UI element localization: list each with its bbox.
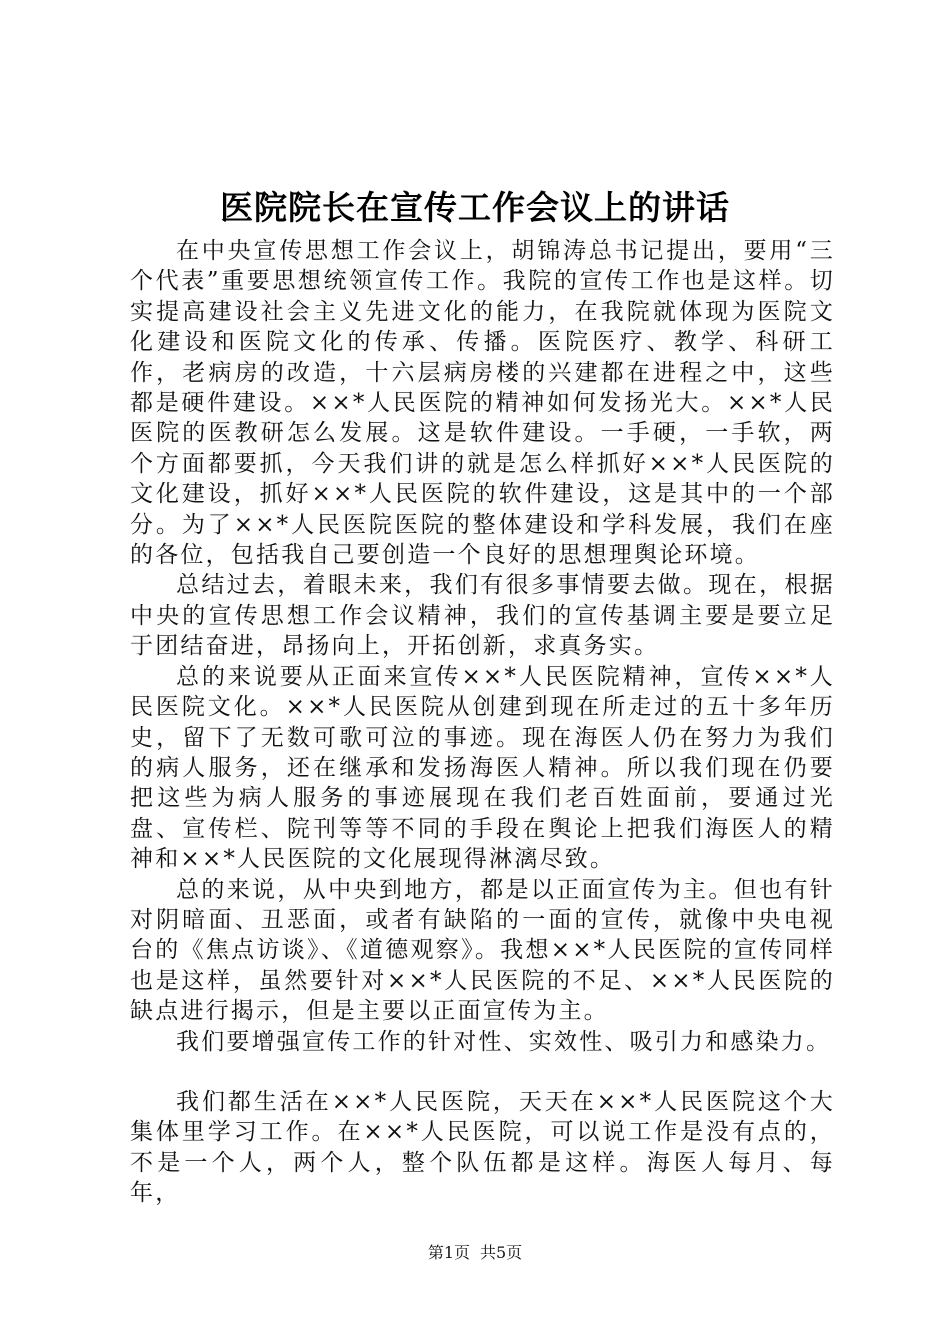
- document-body: [130, 236, 835, 1209]
- paragraph: 我们要增强宣传工作的针对性、实效性、吸引力和感染力。: [176, 1028, 832, 1055]
- paragraph: 总的来说要从正面来宣传××*人民医院精神，宣传××*人民医院文化。××*人民医院从创建到现在所走过的五十多年历史，留下了无数可歌可泣的事迹。现在海医人仍在努力为我们的病人服务，还在继承和发扬海医人精神。所以我们现在仍要把这些为病人服务的事迹展现在我们老百姓面前，要通过光盘、宣传栏、院刊等等不同的手段在舆论上把我们海医人的精神和××*人民医院的文化展现得淋漓尽致。: [130, 663, 835, 873]
- document-title: 医院院长在宣传工作会议上的讲话: [220, 188, 730, 227]
- paragraph: 在中央宣传思想工作会议上，胡锦涛总书记提出，要用“三个代表”重要思想统领宣传工作。我院的宣传工作也是这样。切实提高建设社会主义先进文化的能力，在我院就体现为医院文化建设和医院文化的传承、传播。医院医疗、教学、科研工作，老病房的改造，十六层病房楼的兴建都在进程之中，这些都是硬件建设。××*人民医院的精神如何发扬光大。××*人民医院的医教研怎么发展。这是软件建设。一手硬，一手软，两个方面都要抓，今天我们讲的就是怎么样抓好××*人民医院的文化建设，抓好××*人民医院的软件建设，这是其中的一个部分。为了××*人民医院医院的整体建设和学科发展，我们在座的各位，包括我自己要创造一个良好的思想理舆论环境。: [130, 238, 835, 569]
- paragraph: 总结过去，着眼未来，我们有很多事情要去做。现在，根据中央的宣传思想工作会议精神，我们的宣传基调主要是要立足于团结奋进，昂扬向上，开拓创新，求真务实。: [130, 572, 835, 660]
- paragraph: 总的来说，从中央到地方，都是以正面宣传为主。但也有针对阴暗面、丑恶面，或者有缺陷的一面的宣传，就像中央电视台的《焦点访谈》、《道德观察》。我想××*人民医院的宣传同样也是这样，虽然要针对××*人民医院的不足、××*人民医院的缺点进行揭示，但是主要以正面宣传为主。: [130, 876, 835, 1025]
- page-number: 第1页: [427, 1243, 470, 1262]
- page-total: 共5页: [480, 1243, 523, 1262]
- page-footer: [0, 1243, 950, 1263]
- paragraph: 我们都生活在××*人民医院，天天在××*人民医院这个大集体里学习工作。在××*人民医院，可以说工作是没有点的，不是一个人，两个人，整个队伍都是这样。海医人每月、每年，: [130, 1088, 835, 1207]
